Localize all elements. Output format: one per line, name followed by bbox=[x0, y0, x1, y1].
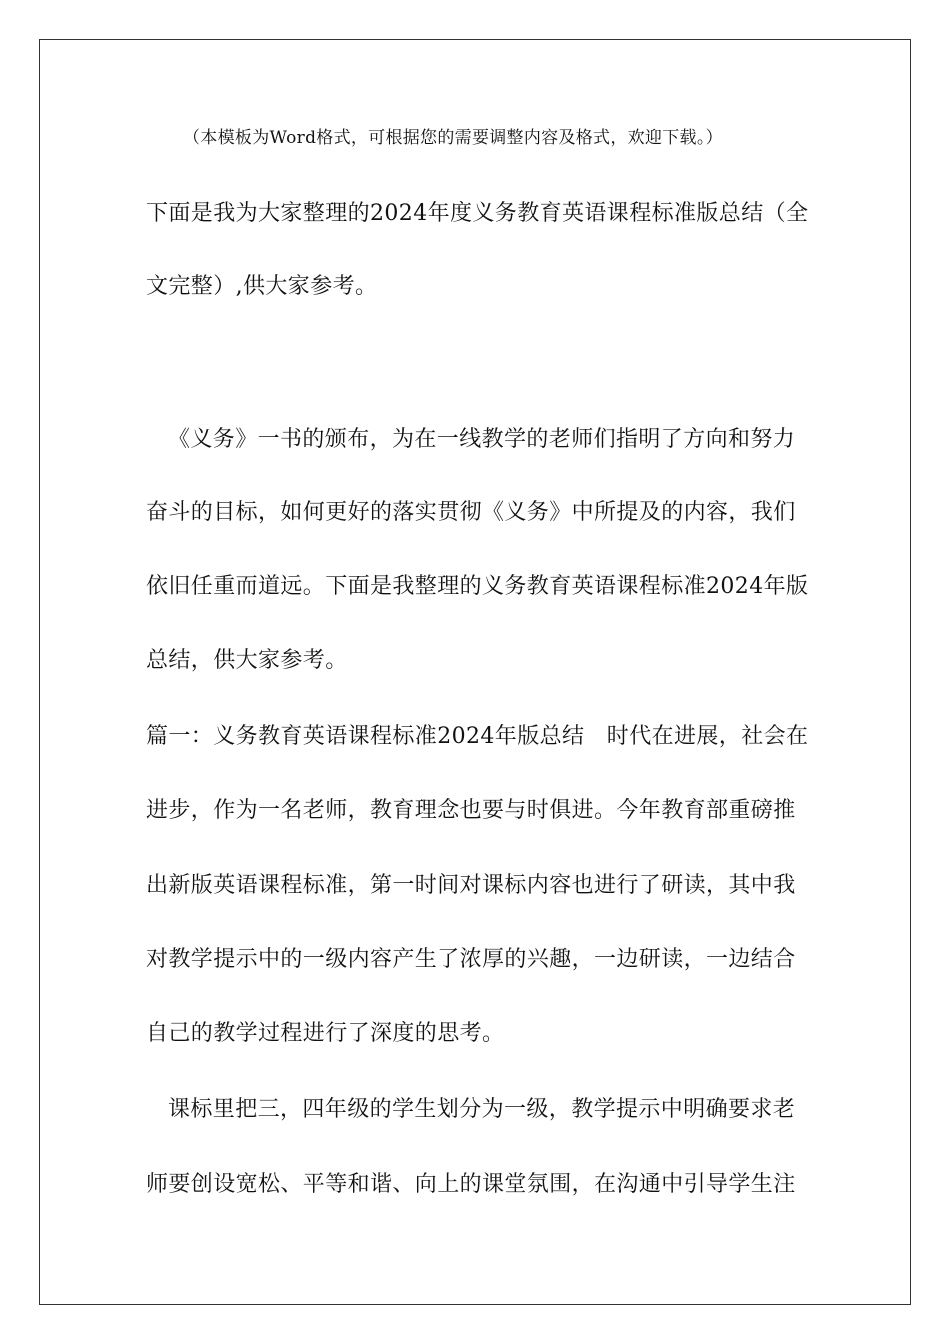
paragraph2-line-2: 进步，作为一名老师，教育理念也要与时俱进。今年教育部重磅推 bbox=[146, 798, 796, 823]
paragraph1-line-1: 《义务》一书的颁布，为在一线教学的老师们指明了方向和努力 bbox=[168, 427, 796, 452]
intro-line-1: 下面是我为大家整理的2024年度义务教育英语课程标准版总结（全 bbox=[146, 201, 809, 226]
paragraph2-line-5: 自己的教学过程进行了深度的思考。 bbox=[146, 1021, 505, 1046]
paragraph2-line-3: 出新版英语课程标准，第一时间对课标内容也进行了研读，其中我 bbox=[146, 873, 796, 898]
paragraph1-line-2: 奋斗的目标，如何更好的落实贯彻《义务》中所提及的内容，我们 bbox=[146, 500, 796, 525]
paragraph1-line-4: 总结，供大家参考。 bbox=[146, 648, 348, 673]
paragraph3-line-1: 课标里把三，四年级的学生划分为一级，教学提示中明确要求老 bbox=[168, 1097, 796, 1122]
paragraph3-line-2: 师要创设宽松、平等和谐、向上的课堂氛围，在沟通中引导学生注 bbox=[146, 1172, 796, 1197]
intro-line-2: 文完整）,供大家参考。 bbox=[146, 274, 378, 299]
template-note: （本模板为Word格式，可根据您的需要调整内容及格式，欢迎下载。） bbox=[183, 128, 723, 148]
paragraph2-line-4: 对教学提示中的一级内容产生了浓厚的兴趣，一边研读，一边结合 bbox=[146, 947, 796, 972]
paragraph2-line-1: 篇一：义务教育英语课程标准2024年版总结 时代在进展，社会在 bbox=[146, 724, 809, 749]
paragraph1-line-3: 依旧任重而道远。下面是我整理的义务教育英语课程标准2024年版 bbox=[146, 574, 809, 599]
